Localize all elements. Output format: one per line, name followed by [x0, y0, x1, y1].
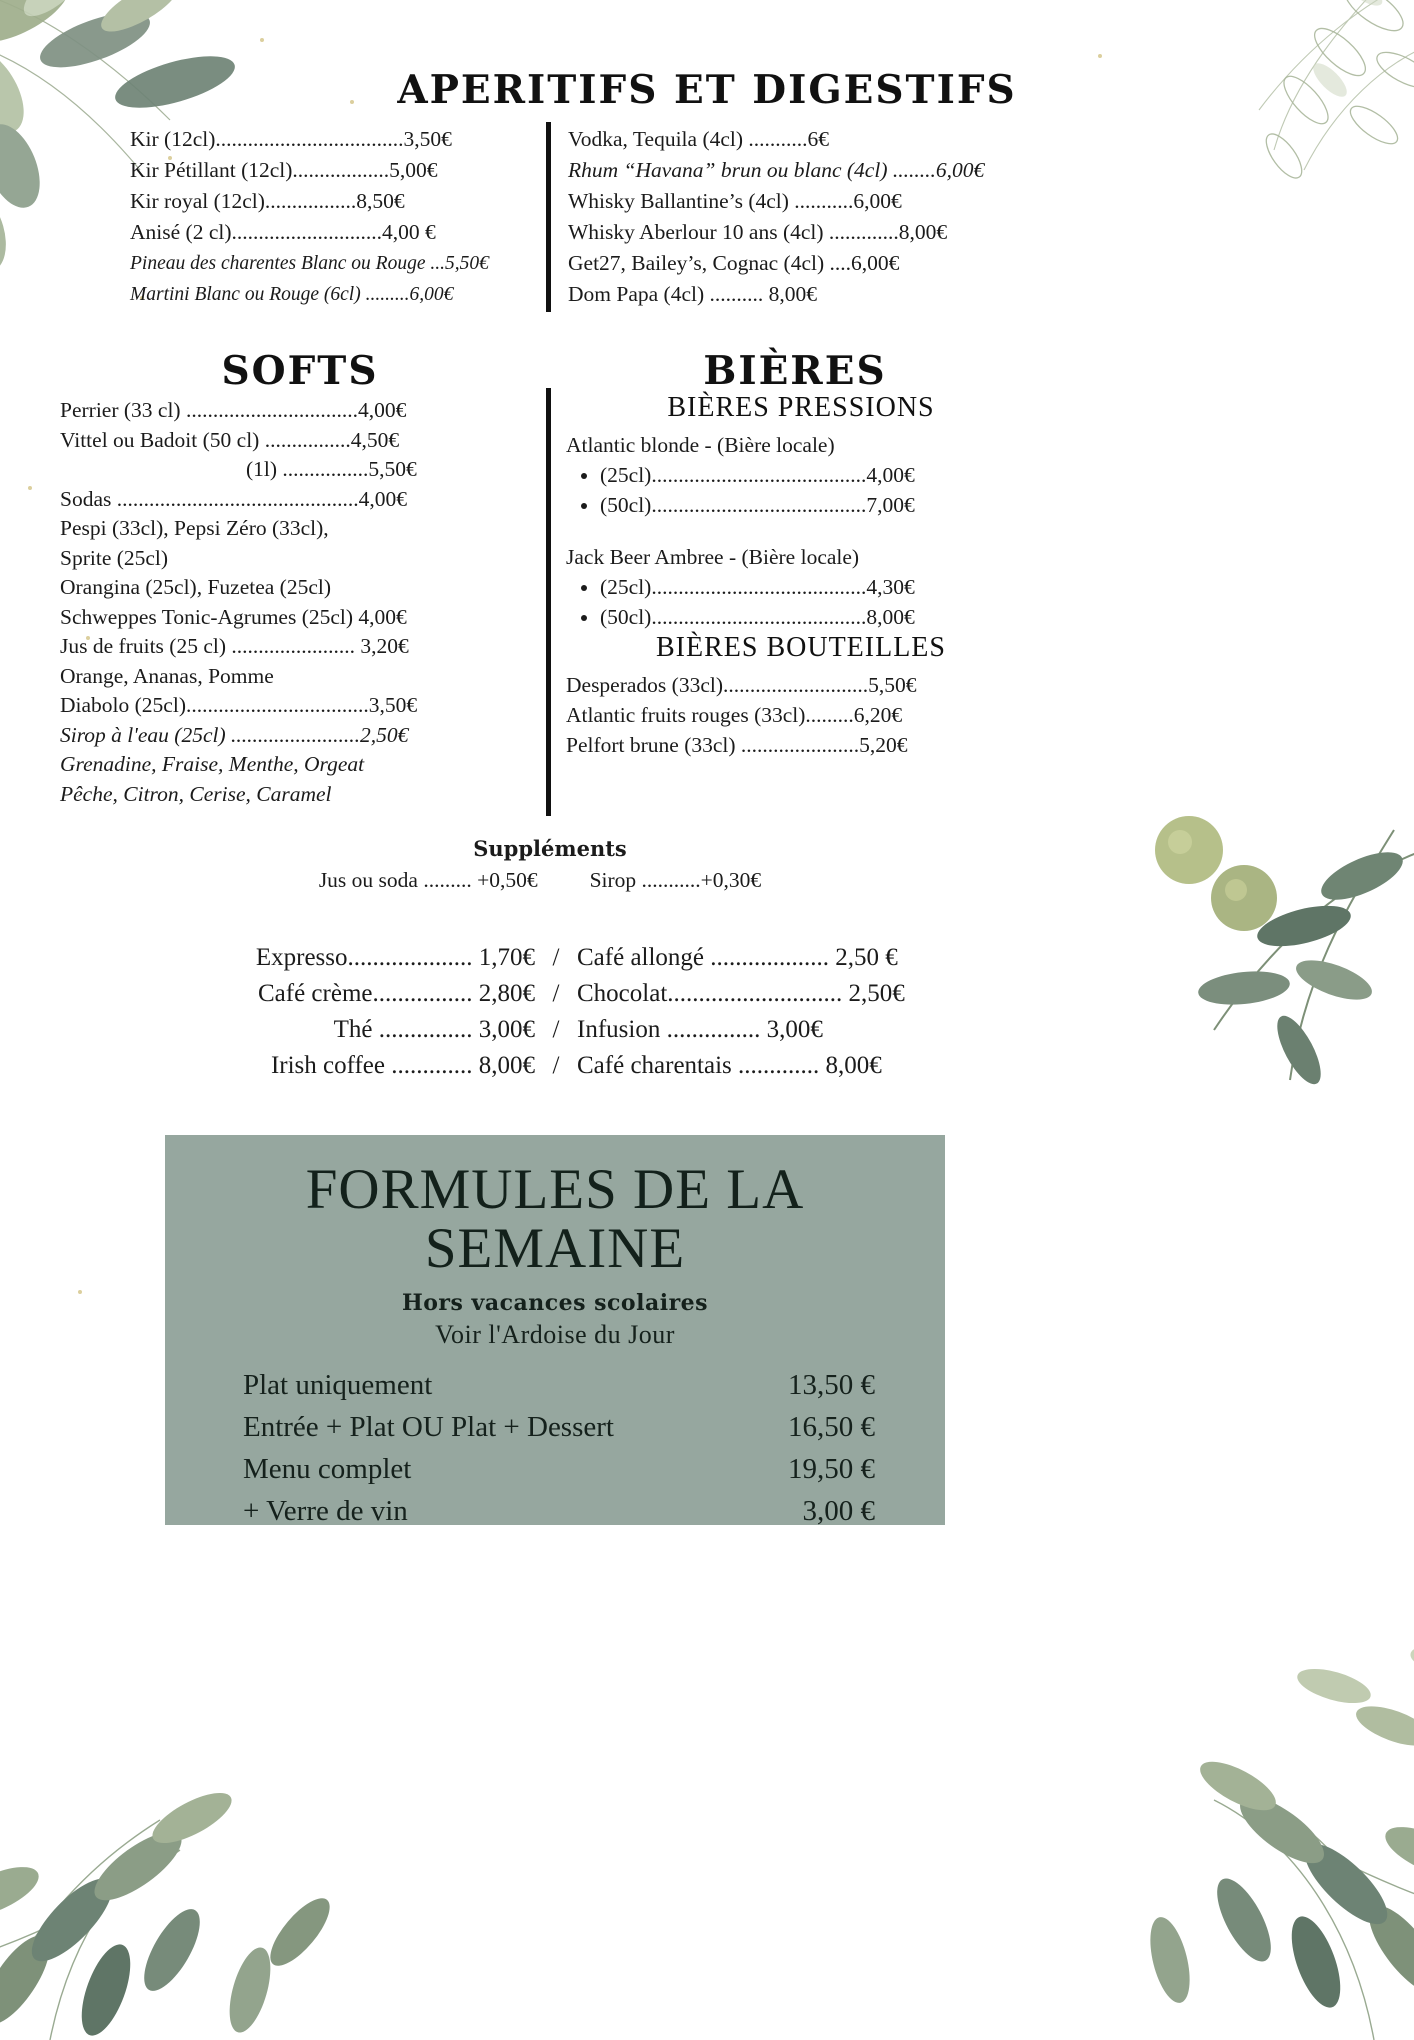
coffee-row	[120, 976, 1000, 1012]
menu-line: Whisky Ballantine’s (4cl) ...........6,00€	[568, 189, 902, 213]
bieres-list	[566, 392, 1036, 760]
supplement-item: Sirop ...........+0,30€	[589, 868, 762, 892]
menu-line: Martini Blanc ou Rouge (6cl) .........6,00€	[130, 284, 454, 305]
coffee-item-right: Infusion ............... 3,00€	[577, 1016, 823, 1043]
section-title-aperitifs: APERITIFS ET DIGESTIFS	[397, 67, 1017, 114]
menu-line: Kir (12cl)...................................3,50€	[130, 127, 452, 151]
menu-line: Jus de fruits (25 cl) ....................... 3,20€	[60, 634, 409, 658]
menu-line: Orangina (25cl), Fuzetea (25cl)	[60, 575, 332, 599]
beer-name: Jack Beer Ambree - (Bière locale)	[566, 545, 860, 569]
aperitifs-right-column	[568, 124, 1028, 310]
subsection-title-bieres-pressions: BIÈRES PRESSIONS	[667, 392, 935, 423]
supplements-row	[0, 868, 1080, 893]
menu-line: Atlantic fruits rouges (33cl).........6,20€	[566, 703, 903, 727]
coffee-row	[120, 1048, 1000, 1084]
formula-label: + Verre de vin	[243, 1495, 408, 1528]
menu-line: Sirop à l'eau (25cl) ........................2,50€	[60, 722, 409, 747]
spacer	[566, 520, 1036, 542]
menu-line: Schweppes Tonic-Agrumes (25cl) 4,00€	[60, 604, 407, 629]
menu-line: Dom Papa (4cl) .......... 8,00€	[568, 282, 818, 306]
menu-line: Desperados (33cl)...........................5,50€	[566, 673, 917, 697]
coffee-list	[120, 940, 1000, 1084]
menu-line: Rhum “Havana” brun ou blanc (4cl) ........6,00€	[568, 158, 985, 182]
coffee-item-right: Café allongé ................... 2,50 €	[577, 944, 898, 971]
supplement-item: Jus ou soda ......... +0,50€	[318, 868, 538, 892]
beer-size-options	[566, 572, 1036, 632]
beer-size-option: • (50cl)........................................8,00€	[600, 602, 1036, 632]
menu-line: Sprite (25cl)	[60, 545, 169, 570]
column-divider-middle	[546, 388, 551, 816]
coffee-separator: /	[552, 1016, 560, 1043]
coffee-row	[120, 940, 1000, 976]
menu-line: Kir Pétillant (12cl)..................5,00€	[130, 158, 438, 182]
menu-line: Whisky Aberlour 10 ans (4cl) .............8,00€	[568, 220, 948, 244]
subsection-title-bieres-bouteilles: BIÈRES BOUTEILLES	[656, 632, 946, 663]
menu-line: Get27, Bailey’s, Cognac (4cl) ....6,00€	[568, 251, 900, 275]
formula-price: 16,50 €	[788, 1411, 875, 1444]
formula-label: Plat uniquement	[243, 1369, 433, 1402]
menu-line: Pelfort brune (33cl) ......................5,20€	[566, 733, 908, 757]
section-title-softs: SOFTS	[221, 348, 379, 395]
aperitifs-left-column	[130, 124, 550, 310]
coffee-item-left: Thé ............... 3,00€	[333, 1016, 535, 1043]
softs-list	[60, 396, 530, 809]
menu-line: Kir royal (12cl).................8,50€	[130, 189, 405, 213]
section-title-bieres: BIÈRES	[703, 348, 887, 395]
coffee-item-left: Café crème................ 2,80€	[257, 980, 535, 1007]
coffee-separator: /	[552, 980, 560, 1007]
coffee-item-right: Café charentais ............. 8,00€	[577, 1052, 882, 1079]
menu-line: Pespi (33cl), Pepsi Zéro (33cl),	[60, 516, 329, 540]
formula-row	[199, 1364, 911, 1406]
coffee-item-left: Expresso.................... 1,70€	[255, 944, 535, 971]
formula-price: 19,50 €	[788, 1453, 875, 1486]
formula-price: 13,50 €	[788, 1369, 875, 1402]
formules-subtitle-vacances: Hors vacances scolaires	[401, 1290, 709, 1317]
menu-line: Grenadine, Fraise, Menthe, Orgeat	[60, 752, 365, 776]
menu-line: Vittel ou Badoit (50 cl) ................4,50€	[60, 427, 400, 452]
coffee-row	[120, 1012, 1000, 1048]
menu-line: Perrier (33 cl) ................................4,00€	[60, 398, 407, 422]
beer-name: Atlantic blonde - (Bière locale)	[566, 433, 835, 457]
formules-subtitle-ardoise: Voir l'Ardoise du Jour	[435, 1320, 675, 1350]
coffee-item-left: Irish coffee ............. 8,00€	[270, 1052, 535, 1079]
formula-price: 3,00 €	[802, 1495, 875, 1528]
formules-rows	[199, 1364, 911, 1532]
formula-row	[199, 1448, 911, 1490]
beer-size-option: • (50cl)........................................7,00€	[600, 490, 1036, 520]
beer-size-option: • (25cl)........................................4,30€	[600, 572, 1036, 602]
menu-line: Diabolo (25cl)..................................3,50€	[60, 693, 418, 717]
column-divider-top	[546, 122, 551, 312]
menu-line: Pineau des charentes Blanc ou Rouge ...5,50€	[130, 253, 489, 274]
coffee-separator: /	[552, 1052, 560, 1079]
coffee-item-right: Chocolat............................ 2,50€	[577, 980, 905, 1007]
formula-label: Menu complet	[243, 1453, 412, 1486]
formula-label: Entrée + Plat OU Plat + Dessert	[243, 1411, 614, 1444]
menu-line: Pêche, Citron, Cerise, Caramel	[60, 781, 332, 806]
menu-line: Orange, Ananas, Pomme	[60, 663, 274, 688]
beer-size-option: • (25cl)........................................4,00€	[600, 460, 1036, 490]
formula-row	[199, 1406, 911, 1448]
coffee-separator: /	[552, 944, 560, 971]
menu-line: Anisé (2 cl)............................4,00 €	[130, 220, 436, 244]
formules-title: FORMULES DE LA SEMAINE	[305, 1158, 805, 1280]
beer-size-options	[566, 460, 1036, 520]
menu-line: (1l) ................5,50€	[246, 457, 417, 481]
menu-line: Sodas .............................................4,00€	[60, 486, 407, 511]
formules-panel	[165, 1135, 945, 1528]
formula-row	[199, 1490, 911, 1532]
menu-line: Vodka, Tequila (4cl) ...........6€	[568, 127, 830, 151]
supplements-title: Suppléments	[473, 836, 627, 861]
